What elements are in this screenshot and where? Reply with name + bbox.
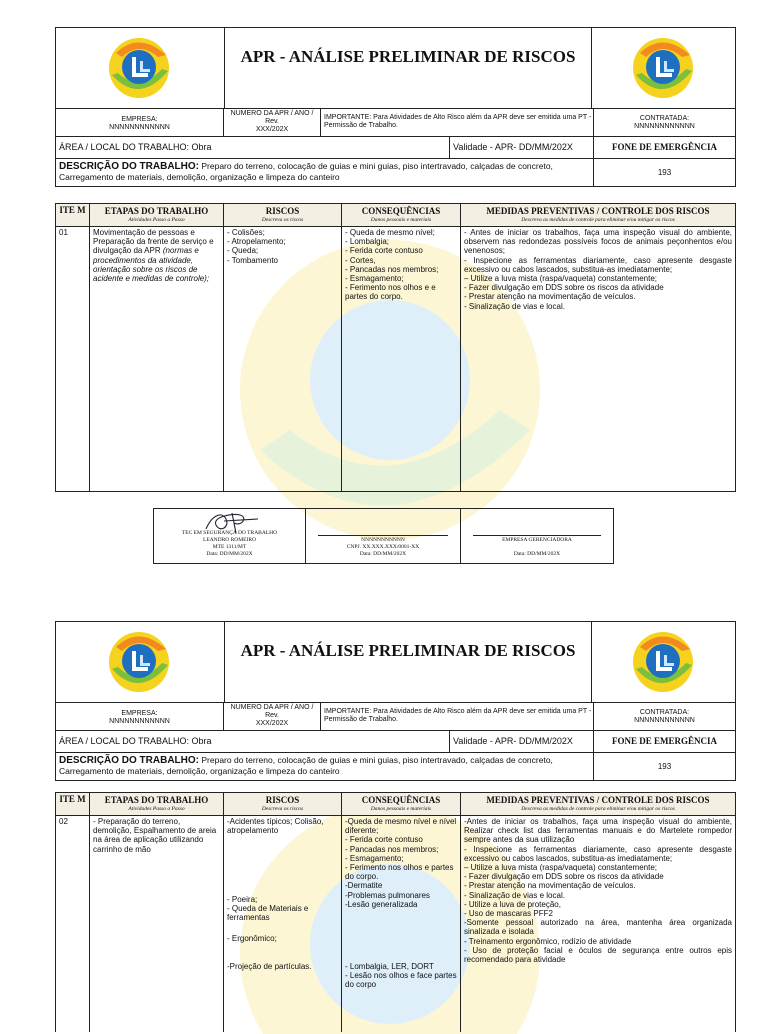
risk-table	[55, 792, 736, 1032]
col-riscos-sub: Descreva os riscos	[261, 217, 304, 223]
work-description	[56, 753, 594, 780]
work-area: ÁREA / LOCAL DO TRABALHO: Obra	[56, 731, 450, 752]
safety-tech-name: LEANDRO ROMEIRO	[202, 537, 256, 543]
col-riscos-sub: Descreva os riscos	[261, 806, 304, 812]
consequence-item: - Lombalgia, LER, DORT	[345, 962, 434, 971]
company-logo-icon	[106, 35, 172, 101]
validity-date: Validade - APR- DD/MM/202X	[450, 137, 594, 158]
empresa-label: EMPRESA:	[121, 116, 158, 123]
col-medidas-sub: Descreva as medidas de controle para eliminar e/ou mitigar os riscos	[521, 806, 675, 812]
row-item-number: 02	[59, 817, 68, 826]
row-medidas	[461, 816, 735, 964]
emergency-phone-number: 193	[657, 762, 672, 771]
apr-number-label: NUMERO DA APR / ANO / Rev.	[230, 704, 314, 719]
risk-table-header	[56, 204, 735, 227]
measure-item: - Sinalização de vias e local.	[464, 301, 565, 311]
risk-item: -Projeção de partículas.	[227, 962, 312, 971]
signature-line	[318, 535, 448, 536]
work-description-text: Preparo do terreno, colocação de guias e mini guias, piso intertravado, calçadas de concreto, Carregamento de materiais, demolição, organização e limpeza do canteiro	[59, 755, 553, 776]
consequence-item: - Queda de mesmo nível;	[345, 228, 435, 237]
col-etapas-header: ETAPAS DO TRABALHO	[104, 206, 209, 216]
consequence-item: - Lesão nos olhos e face partes do corpo	[345, 971, 457, 990]
col-riscos-header: RISCOS	[265, 206, 300, 216]
risk-item: - Queda de Materiais e ferramentas	[227, 904, 309, 923]
col-consequencias-header: CONSEQUÊNCIAS	[361, 206, 441, 216]
row-riscos	[224, 227, 341, 265]
row-consequencias	[342, 816, 461, 1032]
risk-group	[224, 894, 341, 923]
consequence-item: - Ferimento nos olhos e e partes do corpo.	[345, 283, 436, 302]
consequence-item: - Esmagamento;	[345, 274, 404, 284]
apr-number-label: NUMERO DA APR / ANO / Rev.	[230, 110, 314, 125]
measure-item: - Utilize a luva de proteção,	[464, 899, 561, 909]
manager-signature	[461, 509, 613, 563]
measure-item: – Utilize a luva mista (raspa/vaqueta) constantemente;	[464, 274, 657, 284]
risk-item: - Queda;	[227, 246, 259, 256]
work-description	[56, 159, 594, 186]
document-title: APR - ANÁLISE PRELIMINAR DE RISCOS	[240, 641, 576, 660]
consequence-item: - Pancadas nos membros;	[345, 264, 439, 274]
consequence-item: - Lombalgia;	[345, 237, 390, 247]
apr-number-value: XXX/202X	[255, 720, 289, 727]
col-consequencias-sub: Danos pessoais e materiais	[370, 806, 432, 812]
company-logo-cell	[56, 622, 225, 702]
manager-date: Data: DD/MM/202X	[513, 551, 561, 557]
risk-item: - Colisões;	[227, 228, 265, 237]
work-description-label: DESCRIÇÃO DO TRABALHO:	[59, 161, 199, 172]
measure-item: -Somente pessoal autorizado na área, mantenha área organizada sinalizada e isolada	[464, 918, 732, 937]
measure-item: - Uso de mascaras PFF2	[464, 909, 553, 919]
risk-item: -Acidentes típicos; Colisão, atropelamento	[227, 817, 324, 836]
consequence-item: - Ferimento nos olhos e partes do corpo.	[345, 863, 454, 882]
contractor-date: Data: DD/MM/202X	[359, 551, 407, 557]
measure-item: - Treinamento ergonômico, rodízio de atividade	[464, 936, 632, 946]
col-item-header: ITE M	[59, 794, 86, 804]
measure-item: - Antes de iniciar os trabalhos, faça uma inspeção visual do ambiente, observem nas redondezas possíveis focos de animais peçonhentos e/ou venenosos;	[464, 228, 732, 256]
consequence-item: - Esmagamento;	[345, 853, 404, 863]
consequence-item: - Ferida corte contuso	[345, 246, 423, 256]
risk-item: - Poeira;	[227, 895, 258, 904]
row-etapa	[90, 227, 223, 283]
measure-item: - Inspecione as ferramentas diariamente, caso apresente desgaste excessivo ou cabos lascados, substitua-as imediatamente;	[464, 844, 732, 863]
document-title: APR - ANÁLISE PRELIMINAR DE RISCOS	[240, 47, 576, 66]
measure-item: - Uso de proteção facial e óculos de segurança entre outros epis recomendado para atividade	[464, 945, 732, 965]
consequence-item: -Problemas pulmonares	[345, 890, 430, 900]
risk-item: - Ergonômico;	[227, 934, 277, 943]
emergency-phone-label: FONE DE EMERGÊNCIA	[611, 142, 717, 152]
measure-item: - Inspecione as ferramentas diariamente, caso apresente desgaste excessivo ou cabos lascados, substitua-as imediatamente;	[464, 255, 732, 274]
risk-item: - Tombamento	[227, 255, 278, 265]
contractor-signature	[306, 509, 461, 563]
safety-tech-registration: MTE 1311/MT	[212, 544, 247, 550]
consequence-item: -Lesão generalizada	[345, 899, 418, 909]
safety-tech-signature	[154, 509, 306, 563]
measure-item: - Prestar atenção na movimentação de veículos.	[464, 881, 636, 891]
safety-tech-title: TEC EM SEGURANÇA DO TRABALHO	[181, 530, 278, 536]
col-medidas-sub: Descreva as medidas de controle para eliminar e/ou mitigar os riscos	[521, 217, 675, 223]
apr-number-cell	[224, 703, 321, 730]
measure-item: - Sinalização de vias e local.	[464, 890, 565, 900]
col-medidas-header: MEDIDAS PREVENTIVAS / CONTROLE DOS RISCOS	[486, 206, 710, 216]
contratada-label: CONTRATADA:	[639, 709, 690, 716]
contractor-name: NNNNNNNNNNN	[361, 537, 405, 543]
important-note: IMPORTANTE: Para Atividades de Alto Risco além da APR deve ser emitida uma PT - Permissão de Trabalho.	[321, 109, 594, 136]
row-riscos	[224, 816, 342, 1032]
empresa-label: EMPRESA:	[121, 710, 158, 717]
risk-table	[55, 203, 736, 492]
apr-header	[55, 27, 736, 187]
contractor-logo-cell	[591, 28, 735, 108]
company-logo-icon	[106, 629, 172, 695]
apr-number-value: XXX/202X	[255, 126, 289, 133]
contractor-cnpj: CNPJ. XX.XXX.XXX/0001-XX	[346, 544, 420, 550]
col-medidas-header: MEDIDAS PREVENTIVAS / CONTROLE DOS RISCOS	[486, 795, 710, 805]
emergency-phone-label: FONE DE EMERGÊNCIA	[611, 736, 717, 746]
col-etapas-sub: Atividades Passo a Passo	[128, 806, 185, 812]
contratada-value: NNNNNNNNNNNN	[634, 717, 695, 724]
col-etapas-header: ETAPAS DO TRABALHO	[104, 795, 209, 805]
validity-date: Validade - APR- DD/MM/202X	[450, 731, 594, 752]
apr-number-cell	[224, 109, 321, 136]
handwritten-signature	[202, 509, 262, 535]
empresa-value: NNNNNNNNNNNN	[109, 718, 170, 725]
consequence-item: - Cortes,	[345, 255, 376, 265]
empresa-cell	[56, 703, 224, 730]
contractor-logo-cell	[591, 622, 735, 702]
measure-item: – Utilize a luva mista (raspa/vaqueta) constantemente;	[464, 863, 657, 873]
contractor-logo-icon	[630, 35, 696, 101]
measure-item: - Fazer divulgação em DDS sobre os riscos da atividade	[464, 283, 664, 293]
contratada-cell	[594, 109, 735, 136]
consequence-item: -Queda de mesmo nível e nível diferente;	[345, 817, 457, 836]
contratada-cell	[594, 703, 735, 730]
company-logo-cell	[56, 28, 225, 108]
row-consequencias	[342, 227, 460, 302]
contractor-logo-icon	[630, 629, 696, 695]
table-row	[56, 816, 735, 1032]
row-item-number: 01	[59, 228, 68, 237]
signature-line	[473, 535, 601, 536]
measure-item: -Antes de iniciar os trabalhos, faça uma inspeção visual do ambiente, Realizar check list das ferramentas manuais e do Martelete rompedor sempre antes da sua utilização	[464, 817, 732, 845]
col-consequencias-sub: Danos pessoais e materiais	[370, 217, 432, 223]
consequence-item: -Dermatite	[345, 881, 383, 891]
row-etapa-text: Movimentação de pessoas e Preparação da frente de serviço e divulgação da APR	[93, 228, 214, 256]
col-consequencias-header: CONSEQUÊNCIAS	[361, 795, 441, 805]
row-etapa-note: (normas e procedimentos da atividade, orientação sobre os riscos de acidente e medidas de controle);	[93, 246, 210, 284]
row-etapa: - Preparação do terreno, demolição, Espalhamento de areia na área de aplicação utilizando carrinho de mão	[93, 817, 217, 854]
measure-item: - Prestar atenção na movimentação de veículos.	[464, 292, 636, 302]
manager-company-name: EMPRESA GERENCIADORA	[502, 537, 572, 543]
risk-item: - Atropelamento;	[227, 237, 286, 247]
consequence-item: - Ferida corte contuso	[345, 835, 423, 845]
safety-tech-date: Data: DD/MM/202X	[206, 551, 253, 557]
col-item-header: ITE M	[59, 205, 86, 215]
measure-item: - Fazer divulgação em DDS sobre os riscos da atividade	[464, 872, 664, 882]
apr-header	[55, 621, 736, 781]
empresa-value: NNNNNNNNNNNN	[109, 124, 170, 131]
row-medidas	[461, 227, 735, 311]
col-riscos-header: RISCOS	[265, 795, 300, 805]
table-row	[56, 227, 735, 492]
contratada-value: NNNNNNNNNNNN	[634, 123, 695, 130]
col-etapas-sub: Atividades Passo a Passo	[128, 217, 185, 223]
emergency-phone-number: 193	[657, 168, 672, 177]
consequence-item: - Pancadas nos membros;	[345, 844, 439, 854]
contratada-label: CONTRATADA:	[639, 115, 690, 122]
work-area: ÁREA / LOCAL DO TRABALHO: Obra	[56, 137, 450, 158]
empresa-cell	[56, 109, 224, 136]
work-description-text: Preparo do terreno, colocação de guias e mini guias, piso intertravado, calçadas de concreto, Carregamento de materiais, demolição, organização e limpeza do canteiro	[59, 161, 553, 182]
work-description-label: DESCRIÇÃO DO TRABALHO:	[59, 755, 199, 766]
risk-table-header	[56, 793, 735, 816]
important-note: IMPORTANTE: Para Atividades de Alto Risco além da APR deve ser emitida uma PT - Permissão de Trabalho.	[321, 703, 594, 730]
signature-strip	[153, 508, 614, 564]
